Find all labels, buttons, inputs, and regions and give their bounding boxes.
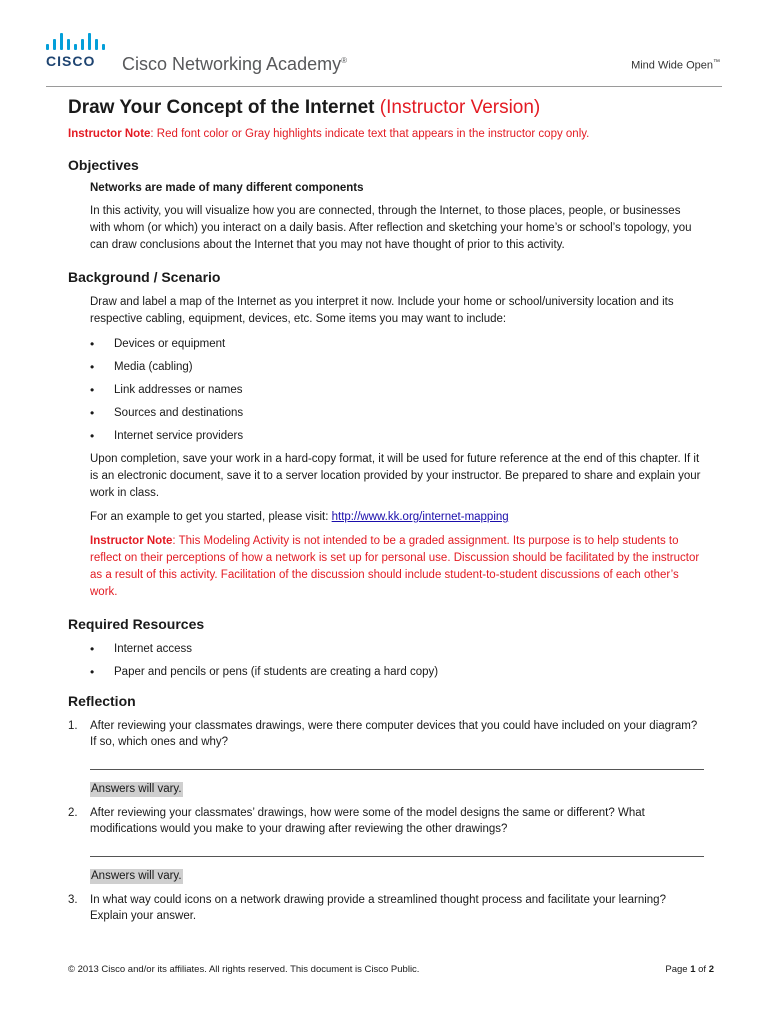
- list-item: • Sources and destinations: [68, 405, 704, 421]
- answer-line-1: [90, 768, 704, 770]
- cisco-bars-logo: [46, 30, 112, 50]
- list-item: • Internet access: [68, 641, 704, 657]
- answer-highlight-1: Answers will vary.: [91, 783, 182, 795]
- question-3: 3. In what way could icons on a network drawing provide a streamlined thought process and facilitate your learning? Explain your answer.: [68, 894, 666, 922]
- page-footer: [68, 964, 714, 976]
- page-header: [0, 0, 768, 90]
- page-title: Draw Your Concept of the Internet (Instructor Version): [68, 97, 541, 118]
- copyright-text: © 2013 Cisco and/or its affiliates. All rights reserved. This document is Cisco Public.: [68, 964, 420, 975]
- objectives-subheading: Networks are made of many different components: [90, 182, 364, 194]
- resources-heading: Required Resources: [68, 616, 205, 632]
- list-item: • Devices or equipment: [68, 336, 704, 352]
- completion-paragraph: Upon completion, save your work in a hard-copy format, it will be used for future reference at the end of this chapter. If it is an electronic document, save it to a server location provided by your instructor. Be prepared to share and explain your work in class.: [90, 453, 701, 499]
- question-1: 1. After reviewing your classmates drawings, were there computer devices that you could have included on your diagram? If so, which ones and why?: [68, 720, 698, 748]
- question-2: 2. After reviewing your classmates’ drawings, how were some of the model designs the same or different? What modifications would you make to your drawing after reviewing the other drawings?: [68, 807, 645, 835]
- example-paragraph: For an example to get you started, please visit: http://www.kk.org/internet-mapping: [90, 511, 509, 523]
- objectives-heading: Objectives: [68, 157, 139, 173]
- academy-name: Cisco Networking Academy®: [122, 54, 347, 74]
- example-link[interactable]: http://www.kk.org/internet-mapping: [331, 511, 509, 523]
- cisco-wordmark: CISCO: [46, 53, 96, 69]
- list-item: • Paper and pencils or pens (if students are creating a hard copy): [68, 664, 704, 680]
- background-list: [68, 336, 704, 444]
- list-item: • Internet service providers: [68, 428, 704, 444]
- list-item: • Link addresses or names: [68, 382, 704, 398]
- document-body: [68, 96, 704, 924]
- resources-list: [68, 641, 704, 680]
- objectives-paragraph: In this activity, you will visualize how you are connected, through the Internet, to those places, people, or businesses with whom (or which) you interact on a daily basis. After reflection and sketching your home’s or school’s topology, you can draw conclusions about the Internet that you may not have thought of prior to this activity.: [90, 205, 692, 251]
- tagline: Mind Wide Open™: [631, 59, 720, 72]
- page-number: Page 1 of 2: [665, 964, 714, 975]
- header-divider: [46, 86, 722, 87]
- background-intro: Draw and label a map of the Internet as you interpret it now. Include your home or school/university location and its respective cabling, equipment, devices, etc. Some items you may want to include:: [90, 296, 674, 325]
- instructor-version-label: (Instructor Version): [379, 97, 541, 118]
- reflection-heading: Reflection: [68, 693, 136, 709]
- instructor-note-top: Instructor Note: Red font color or Gray highlights indicate text that appears in the instructor copy only.: [68, 128, 590, 140]
- instructor-note-activity: Instructor Note: This Modeling Activity is not intended to be a graded assignment. Its purpose is to help students to reflect on their perceptions of how a network is set up for personal use. Discussion should be facilitated by the instructor as a result of this activity. Facilitation of the discussion should include student-to-student discussions of each other’s work.: [90, 535, 700, 598]
- answer-highlight-2: Answers will vary.: [91, 870, 182, 882]
- list-item: • Media (cabling): [68, 359, 704, 375]
- answer-line-2: [90, 855, 704, 857]
- background-heading: Background / Scenario: [68, 269, 221, 285]
